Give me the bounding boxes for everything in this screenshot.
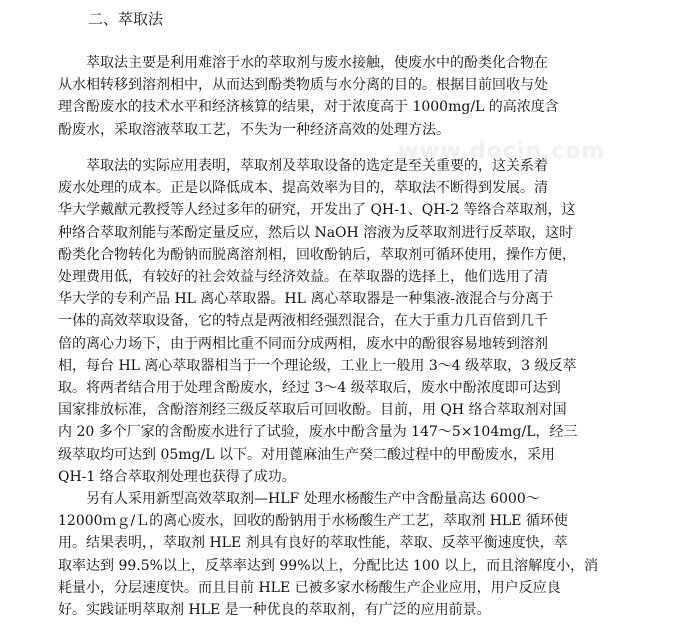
- paragraph-line: 倍的离心力场下，由于两相比重不同而分成两相，废水中的酚很容易地转到溶剂: [58, 335, 548, 352]
- paragraph-line: 取。将两者结合用于处理含酚废水，经过 3～4 级萃取后，废水中酚浓度即可达到: [58, 380, 561, 397]
- paragraph-line: 种络合萃取剂能与苯酚定量反应，然后以 NaOH 溶液为反萃取剂进行反萃取，这时: [58, 224, 574, 241]
- paragraph-line: 另有人采用新型高效萃取剂—HLF 处理水杨酸生产中含酚量高达 6000～: [86, 491, 540, 507]
- paragraph-line: 萃取法的实际应用表明，萃取剂及萃取设备的选定是至关重要的，这关系着: [86, 158, 548, 174]
- paragraph-line: 12000ｍｇ/Ｌ的离心废水，回收的酚钠用于水杨酸生产工艺，萃取剂 HLE 循环使: [58, 513, 568, 530]
- paragraph-line: 好。实践证明萃取剂 HLE 是一种优良的萃取剂，有广泛的应用前景。: [58, 602, 491, 619]
- paragraph-line: 相，每台 HL 离心萃取器相当于一个理论级，工业上一般用 3～4 级萃取，3 级反萃: [58, 357, 577, 374]
- paragraph-line: 处理费用低，有较好的社会效益与经济效益。在萃取器的选择上，他们选用了清: [58, 269, 548, 286]
- paragraph-2: [58, 155, 618, 488]
- paragraph-line: 酚废水，采取溶液萃取工艺，不失为一种经济高效的处理方法。: [58, 121, 450, 138]
- paragraph-line: 废水处理的成本。正是以降低成本、提高效率为目的，萃取法不断得到发展。清: [58, 180, 548, 197]
- paragraph-line: 从水相转移到溶剂相中，从而达到酚类物质与水分离的目的。根据目前回收与处: [58, 77, 548, 94]
- section-heading: 二、萃取法: [88, 10, 164, 28]
- paragraph-line: 国家排放标准，含酚溶剂经三级反萃取后可回收酚。目前，用 QH 络合萃取剂对国: [58, 402, 567, 419]
- paragraph-line: 酚类化合物转化为酚钠而脱离溶剂相，回收酚钠后，萃取剂可循环使用，操作方便，: [58, 246, 576, 263]
- paragraph-line: 级萃取均可达到 05mg/L 以下。对用蓖麻油生产癸二酸过程中的甲酚废水，采用: [58, 446, 555, 463]
- paragraph-line: 一体的高效萃取设备，它的特点是两液相经强烈混合，在大于重力几百倍到几千: [58, 313, 548, 330]
- paragraph-line: 萃取法主要是利用难溶于水的萃取剂与废水接触，使废水中的酚类化合物在: [86, 55, 548, 71]
- paragraph-line: 内 20 多个厂家的含酚废水进行了试验，废水中酚含量为 147～5×104mg/L，经三: [58, 424, 578, 441]
- paragraph-line: QH-1 络合萃取剂处理也获得了成功。: [58, 468, 296, 485]
- paragraph-1: [58, 52, 618, 141]
- watermark: www.docin.com: [398, 139, 606, 164]
- paragraph-line: 取率达到 99.5%以上，反萃率达到 99%以上，分配比达 100 以上，而且溶解度小，消: [58, 557, 599, 574]
- paragraph-3: [58, 488, 618, 621]
- paragraph-line: 耗量小，分层速度快。而且目前 HLE 已被多家水杨酸生产企业应用，用户反应良: [58, 579, 561, 596]
- paragraph-line: 华大学戴猷元教授等人经过多年的研究，开发出了 QH-1、QH-2 等络合萃取剂，这: [58, 202, 576, 219]
- paragraph-line: 华大学的专利产品 HL 离心萃取器。HL 离心萃取器是一种集液-液混合与分离于: [58, 291, 554, 308]
- paragraph-line: 理含酚废水的技术水平和经济核算的结果，对于浓度高于 1000mg/L 的高浓度含: [58, 99, 559, 116]
- paragraph-line: 用。结果表明，，萃取剂 HLE 剂具有良好的萃取性能，萃取、反萃平衡速度快，萃: [58, 535, 568, 552]
